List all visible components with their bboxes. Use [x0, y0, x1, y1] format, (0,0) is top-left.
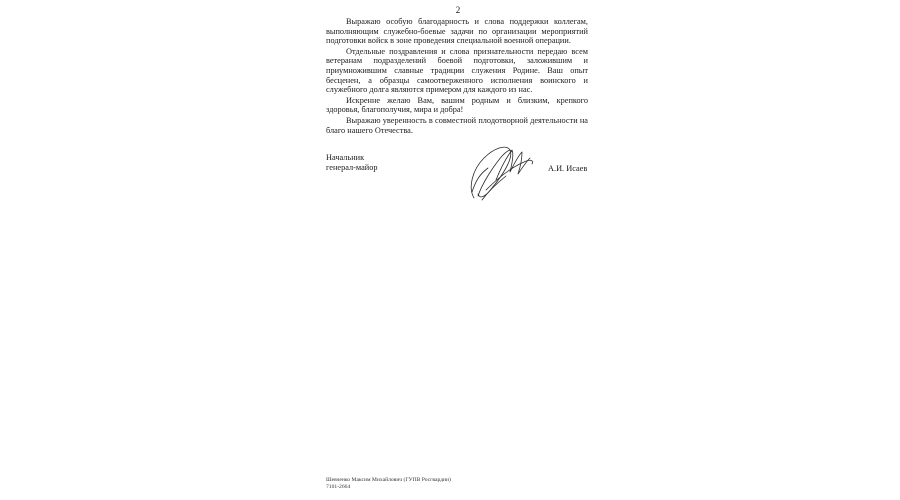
- signer-position: [326, 153, 378, 173]
- paragraph-wishes: Искренне желаю Вам, вашим родным и близким, крепкого здоровья, благополучия, мира и добра!: [326, 95, 588, 115]
- signer-name: А.И. Исаев: [548, 164, 588, 173]
- handwritten-signature: [466, 140, 538, 202]
- paragraph-veterans: Отдельные поздравления и слова признательности передаю всем ветеранам подразделений боевой подготовки, заложившим и приумножившим славные традиции служения Родине. Ваш опыт бесценен, а образцы самоотверженного исполнения воинского и служебного долга являются примером для каждого из нас.: [326, 46, 588, 95]
- signer-position-line2: генерал-майор: [326, 163, 378, 172]
- executor-footer: [326, 477, 451, 491]
- paragraph-gratitude: Выражаю особую благодарность и слова поддержки коллегам, выполняющим служебно-боевые задачи по организации мероприятий подготовки войск в зоне проведения специальной военной операции.: [326, 17, 588, 46]
- letter-body: [326, 17, 588, 136]
- paragraph-confidence: Выражаю уверенность в совместной плодотворной деятельности на благо нашего Отечества.: [326, 115, 588, 135]
- page-number: 2: [455, 5, 461, 15]
- signer-position-line1: Начальник: [326, 153, 365, 162]
- executor-name: Шевченко Максим Михайлович (ГУПВ Росгвардии): [326, 477, 451, 483]
- executor-phone: 7101-2664: [326, 484, 351, 490]
